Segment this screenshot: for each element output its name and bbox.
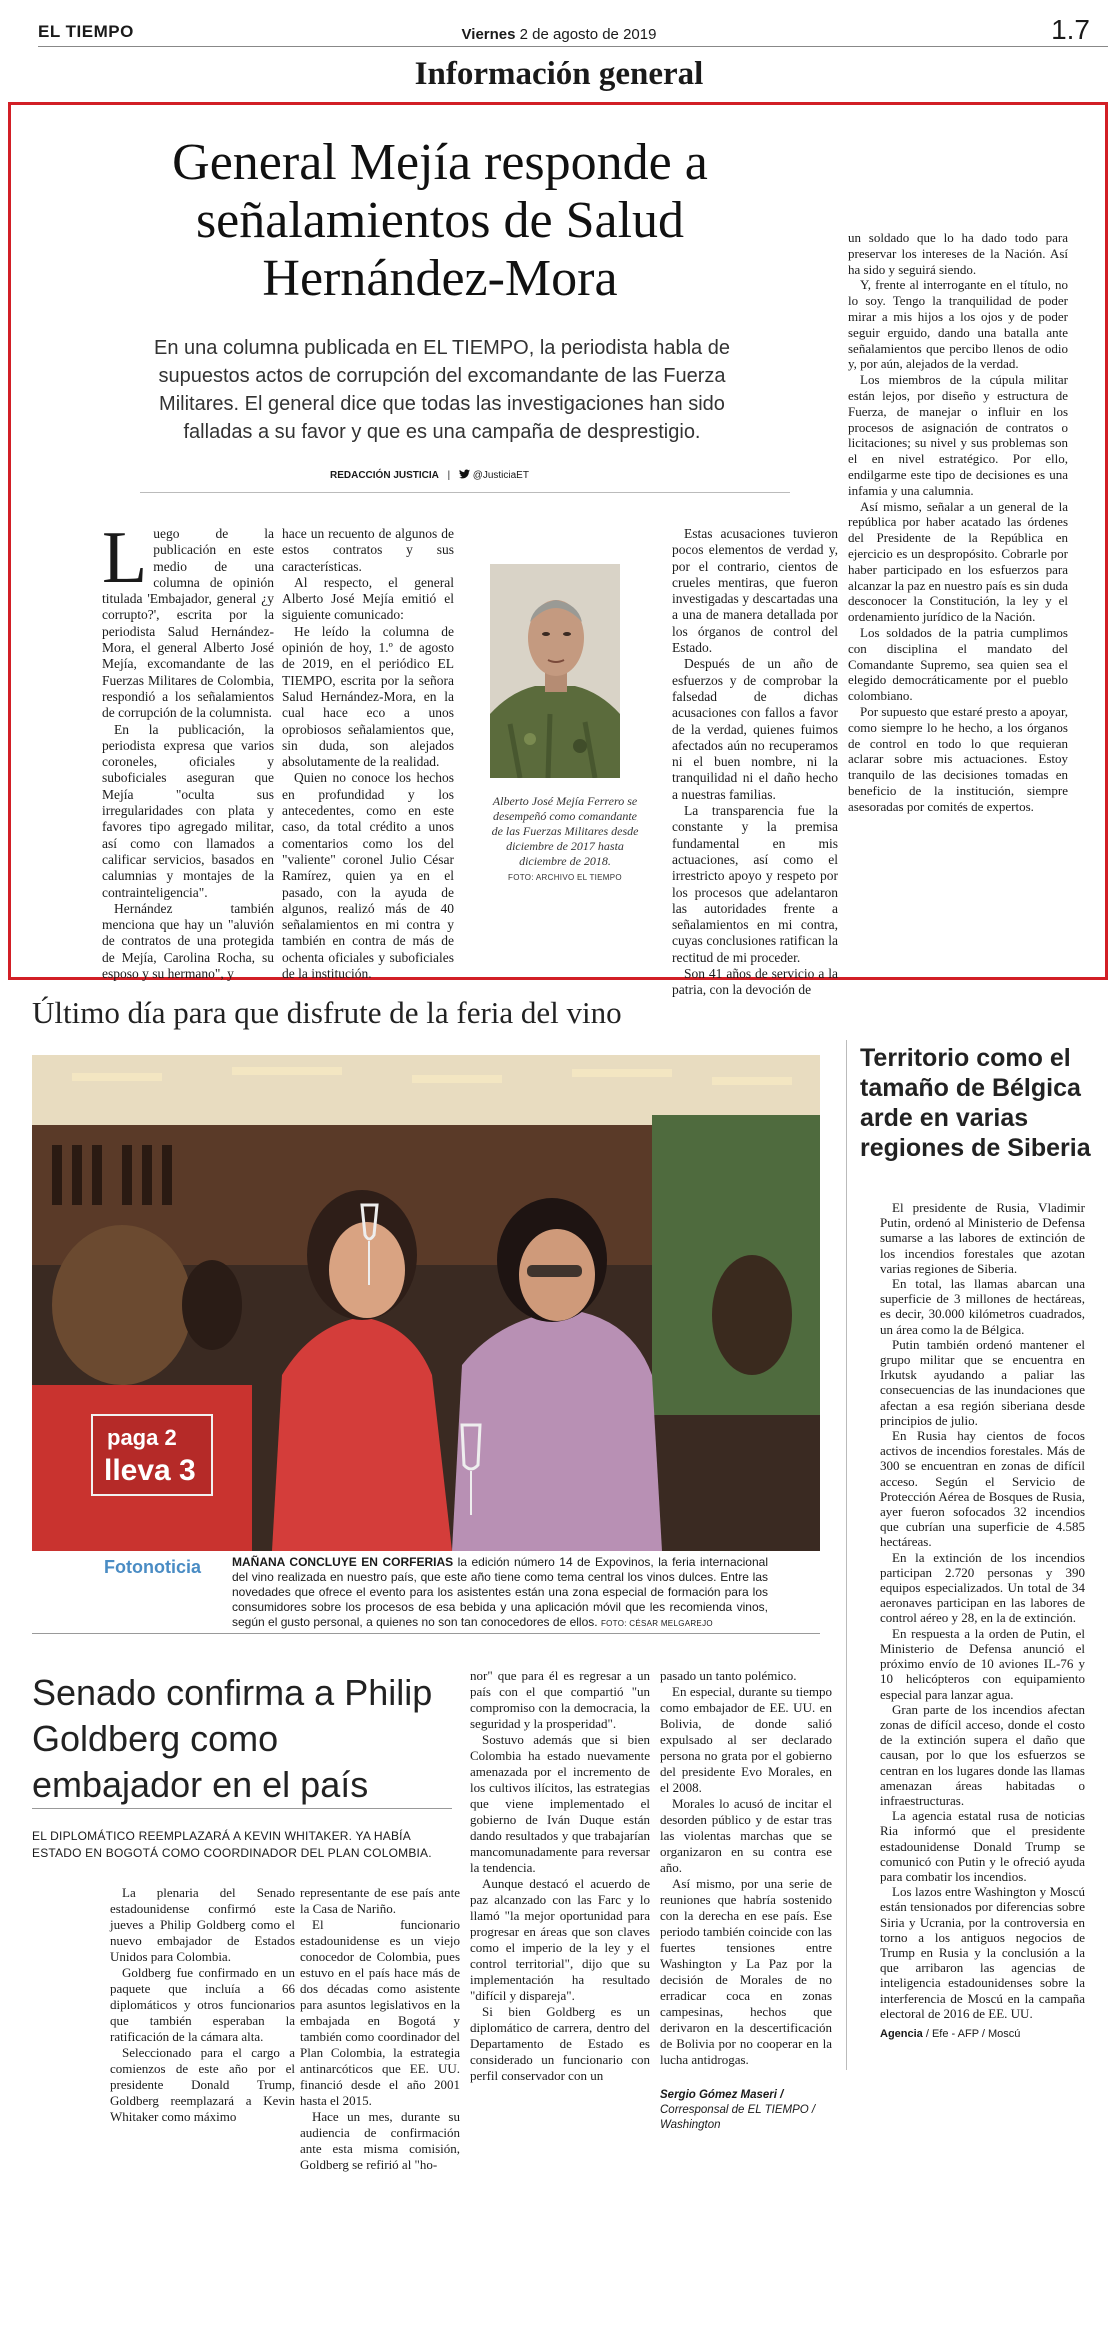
sidebar-divider — [846, 1040, 847, 2070]
senado-byline: Sergio Gómez Maseri / Corresponsal de EL TIEMPO / Washington — [660, 2089, 816, 2131]
paragraph: Son 41 años de servicio a la patria, con la devoción de — [672, 966, 838, 998]
twitter-icon — [459, 469, 470, 479]
dropcap: L — [102, 517, 148, 599]
senado-col-3 — [470, 1668, 650, 2084]
paragraph: El presidente de Rusia, Vladimir Putin, ordenó al Ministerio de Defensa sumarse a las labores de extinción de los incendios forestales que azotan varias regiones de Siberia. — [880, 1200, 1085, 1276]
paragraph: Putin también ordenó mantener el grupo militar que se encuentra en Irkutsk ayudando a paliar las consecuencias de las inundaciones que afectan a esa región siberiana desde principios de julio. — [880, 1336, 1085, 1428]
paragraph: En la publicación, la periodista expresa que varios coroneles, oficiales y suboficiales aseguran que Mejía "oculta sus irregularidades con plata y favores tipo agregado militar, así como con llamados a calificar servicios, basados en calumnias y montajes de la contrainteligencia". — [102, 721, 274, 900]
paragraph: En respuesta a la orden de Putin, el Ministerio de Defensa anunció el próximo envío de 10 aviones IL-76 y 10 helicópteros con equipamiento especial para lanzar agua. — [880, 1625, 1085, 1702]
paragraph: nor" que para él es regresar a un país con el que compartió "un compromiso con la democracia, la seguridad y la prosperidad". — [470, 1668, 650, 1731]
section-title: Información general — [414, 56, 704, 92]
header-rule — [38, 46, 1108, 47]
wine-headline: Último día para que disfrute de la feria del vino — [32, 995, 622, 1030]
paragraph: En total, las llamas abarcan una superficie de 3 millones de hectáreas, es decir, 30.000 kilómetros cuadrados, un área como la de Bélgica. — [880, 1276, 1085, 1337]
wine-fair-photo — [32, 1055, 820, 1551]
photo-credit: FOTO: ARCHIVO EL TIEMPO — [508, 873, 622, 882]
paragraph: un soldado que lo ha dado todo para preservar los intereses de la Nación. Así ha sido y seguirá siendo. — [848, 230, 1068, 277]
paragraph: Los soldados de la patria cumplimos con disciplina el mandato del Comandante Supremo, sea quien sea el elegido democráticamente por el pueblo colombiano. — [848, 624, 1068, 704]
paragraph: Si bien Goldberg es un diplomático de carrera, dentro del Departamento de Estado es considerado un funcionario con perfil conservador con un — [470, 2004, 650, 2083]
byline-author: REDACCIÓN JUSTICIA — [330, 470, 439, 481]
paragraph: Así mismo, señalar a un general de la república por haber acatado las órdenes del Presidente de la República en ejercicio es un despropósito. Cobrarle por haber participado en los esfuerzos para alcanzar la paz en nuestro país es sin duda desconocer la Constitución, la ley y el ordenamiento jurídico de la Nación. — [848, 498, 1068, 625]
paragraph: Morales lo acusó de incitar el desorden público y de estar tras las violentas marchas que se organizaron en su contra ese año. — [660, 1796, 832, 1875]
issue-date — [0, 26, 1118, 43]
paragraph: La plenaria del Senado estadounidense confirmó este jueves a Philip Goldberg como el nuevo embajador de Estados Unidos para Colombia. — [110, 1885, 295, 1964]
senado-col-1 — [110, 1885, 295, 2125]
paragraph: Y, frente al interrogante en el título, no lo soy. Tengo la tranquilidad de poder mirar a mis hijos a los ojos y de poder seguir erguido, dando una batalla ante señalamientos que percibo llenos de odio y, por aún, alejados de la verdad. — [848, 277, 1068, 372]
paragraph: He leído la columna de opinión de hoy, 1.º de agosto de 2019, en el periódico EL TIEMPO, escrita por la señora Salud Hernández-Mora, en la cual hace eco a unos oprobiosos señalamientos que, sin duda, son alejados absolutamente de la realidad. — [282, 623, 454, 770]
paragraph: representante de ese país ante la Casa de Nariño. — [300, 1885, 460, 1916]
paragraph: pasado un tanto polémico. — [660, 1668, 797, 1683]
wine-sign-text-1: paga 2 — [107, 1425, 177, 1450]
fotonoticia-label: Fotonoticia — [104, 1557, 201, 1577]
paragraph: Por supuesto que estaré presto a apoyar, como siempre lo he hecho, a los órganos de control en todo lo que requieran aclarar sobre mis actuaciones. Estoy tranquilo de las decisiones tomadas en beneficio de la institución, siempre asesoradas por comités de expertos. — [848, 703, 1068, 814]
date-day: Viernes — [461, 26, 516, 43]
wine-photo-credit: FOTO: CÉSAR MELGAREJO — [600, 1619, 713, 1628]
paragraph: Gran parte de los incendios afectan zonas de difícil acceso, donde el costo de la extinción supera el daño que causan, por lo que los esfuerzos se centran en los lugares donde las llamas amenazan áreas habitadas o infraestructuras. — [880, 1701, 1085, 1808]
paragraph: Los lazos entre Washington y Moscú están tensionados por diferencias sobre Siria y Ucrania, por la controversia en torno a los antiguos negocios de Trump en Rusia y la conclusión a la que arribaron las agencias de inteligencia estadounidenses sobre la interferencia de Moscú en la campaña electoral de 2016 de EE. UU. — [880, 1884, 1085, 2021]
paragraph: El funcionario estadounidense es un viejo conocedor de Colombia, pues estuvo en el país hace más de dos décadas como asistente para asuntos legislativos en la embajada en Bogotá y también como coordinador del Plan Colombia, la estrategia antinarcóticos que EE. UU. financió desde el año 2001 hasta el 2015. — [300, 1917, 460, 2108]
paragraph: Después de un año de esfuerzos y de comprobar la falsedad de dichas acusaciones con fallos a favor de la verdad, quienes fuimos afectados aún no recuperamos ni el buen nombre, ni la tranquilidad ni el daño hecho a nuestras familias. — [672, 656, 838, 802]
general-portrait-photo — [490, 564, 620, 778]
wine-bottom-rule — [32, 1633, 820, 1634]
paragraph: La agencia estatal rusa de noticias Ria informó que el presidente estadounidense Donald Trump se comunicó con Putin y le ofreció ayuda para combatir los incendios. — [880, 1808, 1085, 1884]
wine-caption: MAÑANA CONCLUYE EN CORFERIAS la edición número 14 de Expovinos, la feria internacional del vino realizada en nuestro país, que este año tiene como tema central los vinos dulces. Entre las novedades que ofrece el evento para los asistentes están una zona especial de formación para los consumidores sobre los procesos de esa bebida y una aplicación móvil que les recomienda vinos, según el gusto personal, a quienes no son tan conocedores de ellos. FOTO: CÉSAR MELGAREJO — [232, 1555, 768, 1629]
paragraph: Luego de la publicación en este medio de una columna de opinión titulada 'Embajador, general ¿y corrupto?', escrita por la periodista Salud Hernández-Mora, el general Alberto José Mejía, excomandante de las Fuerzas Militares de Colombia, respondió a los señalamientos de corrupción de la columnista. — [102, 517, 274, 721]
senado-col-2 — [300, 1885, 460, 2173]
main-col-3 — [672, 526, 838, 999]
siberia-headline: Territorio como el tamaño de Bélgica arde en varias regiones de Siberia — [860, 1044, 1091, 1162]
main-headline: General Mejía responde a señalamientos de Salud Hernández-Mora — [172, 134, 708, 307]
byline-rule — [140, 492, 790, 493]
photo-caption: Alberto José Mejía Ferrero se desempeñó como comandante de las Fuerzas Militares desde diciembre de 2017 hasta diciembre de 2018. FOTO: ARCHIVO EL TIEMPO — [491, 794, 639, 882]
main-col-1 — [102, 517, 274, 982]
paragraph: En Rusia hay cientos de focos activos de incendios forestales. Más de 300 se encuentran en zonas de difícil acceso. Según el Servicio de Protección Aérea de Bosques de Rusia, ayer fueron sofocados 32 incendios que cubrían una superficie de 4.585 hectáreas. — [880, 1428, 1085, 1550]
paragraph: hace un recuento de algunos de estos contratos y sus características. — [282, 526, 454, 574]
paragraph: En la extinción de los incendios participan 2.720 personas y 390 equipos especializados. Un total de 34 aeronaves participan en las labores de control aéreo y 28, en la de extinción. — [880, 1549, 1085, 1626]
date-rest: 2 de agosto de 2019 — [515, 26, 657, 43]
paragraph: Aunque destacó el acuerdo de paz alcanzado con las Farc y lo llamó "la mejor oportunidad para progresar en áreas que son claves como el imperio de la ley y el control territorial", dijo que su implementación ha resultado "difícil y dispareja". — [470, 1876, 650, 2003]
paragraph: Hace un mes, durante su audiencia de confirmación ante esta misma comisión, Goldberg se refirió al "ho- — [300, 2109, 460, 2172]
paragraph: Goldberg fue confirmado en un paquete que incluía a 66 diplomáticos y otros funcionarios que también esperaban la ratificación de la cámara alta. — [110, 1965, 295, 2044]
paragraph: En especial, durante su tiempo como embajador de EE. UU. en Bolivia, de donde salió expulsado al ser declarado persona no grata por el gobierno del presidente Evo Morales, en el 2008. — [660, 1684, 832, 1795]
wine-sign-text-2: lleva 3 — [104, 1454, 196, 1487]
siberia-credit: Agencia / Efe - AFP / Moscú — [880, 2028, 1021, 2040]
senado-kicker: EL DIPLOMÁTICO REEMPLAZARÁ A KEVIN WHITAKER. YA HABÍA ESTADO EN BOGOTÁ COMO COORDINADOR DEL PLAN COLOMBIA. — [32, 1829, 432, 1860]
newspaper-logo: EL TIEMPO — [38, 22, 134, 41]
main-byline: REDACCIÓN JUSTICIA | @JusticiaET — [330, 470, 529, 481]
paragraph: Quien no conoce los hechos en profundidad y los antecedentes, como en este caso, da total crédito a unos comentarios como los del "valiente" coronel Julio César Ramírez, quien ya en el pasado, con la ayuda de algunos, realizó más de 40 señalamientos en mi contra y también en contra de más de ochenta oficiales y suboficiales de la institución. — [282, 770, 454, 982]
paragraph: Estas acusaciones tuvieron pocos elementos de verdad y, por el contrario, cientos de crueles mentiras, que fueron investigadas y descartadas una a una de manera detallada por los órganos de control del Estado. — [672, 526, 838, 656]
senado-col-4 — [660, 1668, 832, 2068]
wine-fair-illustration — [32, 1055, 820, 1551]
byline-handle: @JusticiaET — [472, 470, 529, 481]
siberia-body — [880, 1200, 1085, 2021]
paragraph: Seleccionado para el cargo a comienzos de este año por el presidente Donald Trump, Goldberg reemplazará a Kevin Whitaker como máximo — [110, 2045, 295, 2124]
senado-rule — [32, 1808, 452, 1809]
main-col-4 — [848, 230, 1068, 814]
main-col-2 — [282, 526, 454, 982]
paragraph: Hernández también menciona que hay un "aluvión de contratos de una protegida de Mejía, Carolina Rocha, su esposo y su hermano", y — [102, 900, 274, 982]
paragraph: Así mismo, por una serie de reuniones que habría sostenido con la derecha en ese país. Ese periodo también coincide con las fuertes tensiones entre Washington y La Paz por la decisión de Morales de no erradicar coca en zonas campesinas, hechos que derivaron en la descertificación de Bolivia por no cooperar en la lucha antidrogas. — [660, 1876, 832, 2067]
main-deck: En una columna publicada en EL TIEMPO, la periodista habla de supuestos actos de corrupción del excomandante de las Fuerza Militares. El general dice que todas las investigaciones han sido falladas a su favor y que es una campaña de desprestigio. — [154, 337, 730, 443]
paragraph: La transparencia fue la constante y la premisa fundamental en mis actuaciones, así como el irrestricto apoyo y respeto por los procesos que adelantaron las autoridades frente a señalamientos en mi contra, cuyas conclusiones ratifican la rectitud de mi proceder. — [672, 803, 838, 965]
paragraph: Sostuvo además que si bien Colombia ha estado nuevamente amenazada por el incremento de los cultivos ilícitos, las estrategias que viene implementado el gobierno de Iván Duque están dando resultados y que trabajarían mancomunadamente para reversar la tendencia. — [470, 1732, 650, 1875]
paragraph: Al respecto, el general Alberto José Mejía emitió el siguiente comunicado: — [282, 574, 454, 623]
paragraph: Los miembros de la cúpula militar están lejos, por diseño y estructura de Fuerza, de manejar o influir en los procesos de asignación de contratos o licitaciones; su nivel y sus problemas son el en nivel estratégico. Por ello, endilgarme este tipo de decisiones es una infamia y una calumnia. — [848, 372, 1068, 498]
senado-headline: Senado confirma a Philip Goldberg como embajador en el país — [32, 1672, 433, 1805]
page-number: 1.7 — [1051, 14, 1090, 45]
